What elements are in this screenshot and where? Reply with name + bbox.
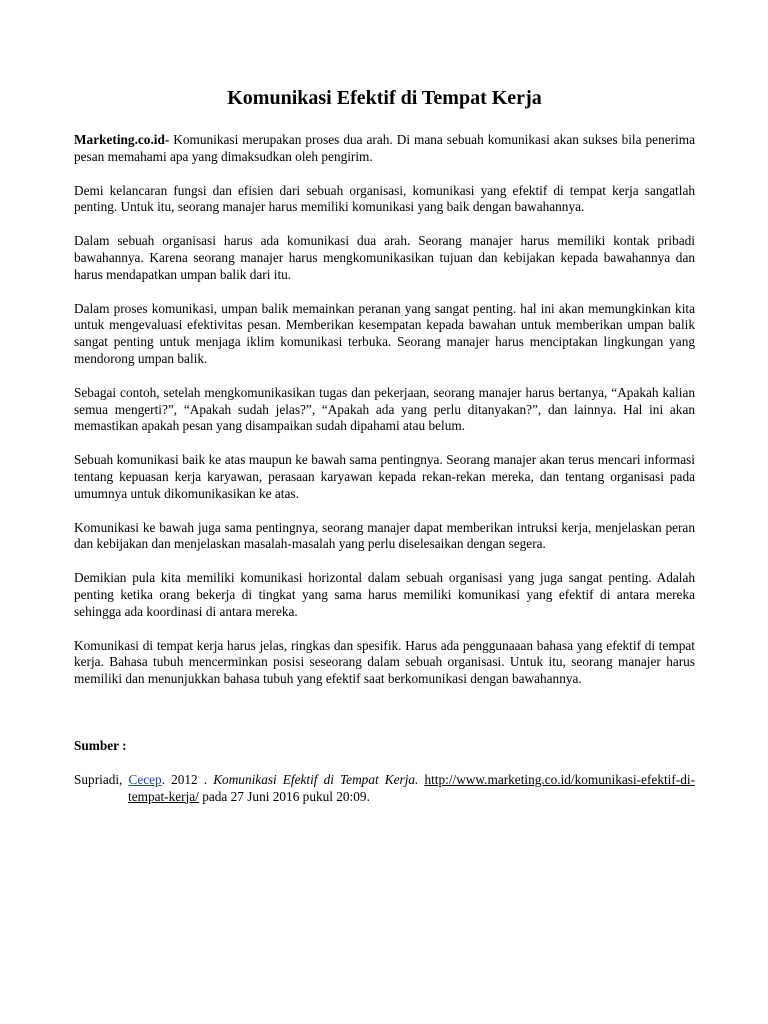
document-title: Komunikasi Efektif di Tempat Kerja xyxy=(227,87,542,109)
reference-author-prefix: Supriadi, xyxy=(74,771,129,787)
reference-year: . 2012 . xyxy=(161,771,214,787)
paragraph-3: Dalam proses komunikasi, umpan balik memainkan peranan yang sangat penting. hal ini akan memungkinkan kita untuk mengevaluasi efektivitas pesan. Memberikan kesempatan kepada bawahan untuk memberikan umpan balik sangat penting untuk menjaga iklim komunikasi terbuka. Seorang manajer harus menciptakan lingkungan yang mendorong umpan balik. xyxy=(74,300,695,366)
reference-date: pada 27 Juni 2016 pukul 20:09. xyxy=(198,788,370,804)
intro-paragraph xyxy=(74,132,695,166)
paragraph-2: Dalam sebuah organisasi harus ada komunikasi dua arah. Seorang manajer harus memiliki kontak pribadi bawahannya. Karena seorang manajer harus mengkomunikasikan tujuan dan kebijakan kepada bawahannya dan harus mendapatkan umpan balik dari itu. xyxy=(74,233,695,282)
sources-heading: Sumber : xyxy=(74,737,127,753)
paragraph-5: Sebuah komunikasi baik ke atas maupun ke bawah sama pentingnya. Seorang manajer akan terus mencari informasi tentang kepuasan kerja karyawan, perasaan karyawan kepada rekan-rekan mereka, dan tentang organisasi pada umumnya untuk dikomunikasikan ke atas. xyxy=(74,452,695,501)
paragraph-1: Demi kelancaran fungsi dan efisien dari sebuah organisasi, komunikasi yang efektif di tempat kerja sangatlah penting. Untuk itu, seorang manajer harus memiliki komunikasi yang baik dengan bawahannya. xyxy=(74,182,695,215)
reference-entry xyxy=(74,772,695,806)
section-spacer xyxy=(74,705,695,738)
reference-author-link[interactable]: Cecep xyxy=(128,771,162,787)
paragraph-7: Demikian pula kita memiliki komunikasi horizontal dalam sebuah organisasi yang juga sangat penting. Adalah penting ketika orang bekerja di tingkat yang sama harus memiliki komunikasi yang efektif di antara mereka sehingga ada koordinasi di antara mereka. xyxy=(74,570,695,619)
reference-url-link[interactable]: http://www.marketing.co.id/komunikasi-efektif-di-tempat-kerja/ xyxy=(128,771,695,804)
paragraph-4: Sebagai contoh, setelah mengkomunikasikan tugas dan pekerjaan, seorang manajer harus bertanya, “Apakah kalian semua mengerti?”, “Apakah sudah jelas?”, “Apakah ada yang perlu ditanyakan?”, dan lainnya. Hal ini akan memastikan apakah pesan yang disampaikan sudah dipahami atau belum. xyxy=(74,384,695,434)
intro-text: Komunikasi merupakan proses dua arah. Di mana sebuah komunikasi akan sukses bila penerima pesan memahami apa yang dimaksudkan oleh pengirim. xyxy=(74,132,695,164)
intro-lead: Marketing.co.id- xyxy=(74,132,170,147)
reference-title: Komunikasi Efektif di Tempat Kerja. xyxy=(213,771,419,787)
paragraph-6: Komunikasi ke bawah juga sama pentingnya, seorang manajer dapat memberikan intruksi kerja, menjelaskan peran dan kebijakan dan menjelaskan masalah-masalah yang perlu diselesaikan dengan segera. xyxy=(74,519,695,552)
paragraph-8: Komunikasi di tempat kerja harus jelas, ringkas dan spesifik. Harus ada penggunaaan bahasa yang efektif di tempat kerja. Bahasa tubuh mencerminkan posisi seseorang dalam sebuah organisasi. Untuk itu, seorang manajer harus memiliki dan menunjukkan bahasa tubuh yang efektif saat berkomunikasi dengan bawahannya. xyxy=(74,637,695,687)
